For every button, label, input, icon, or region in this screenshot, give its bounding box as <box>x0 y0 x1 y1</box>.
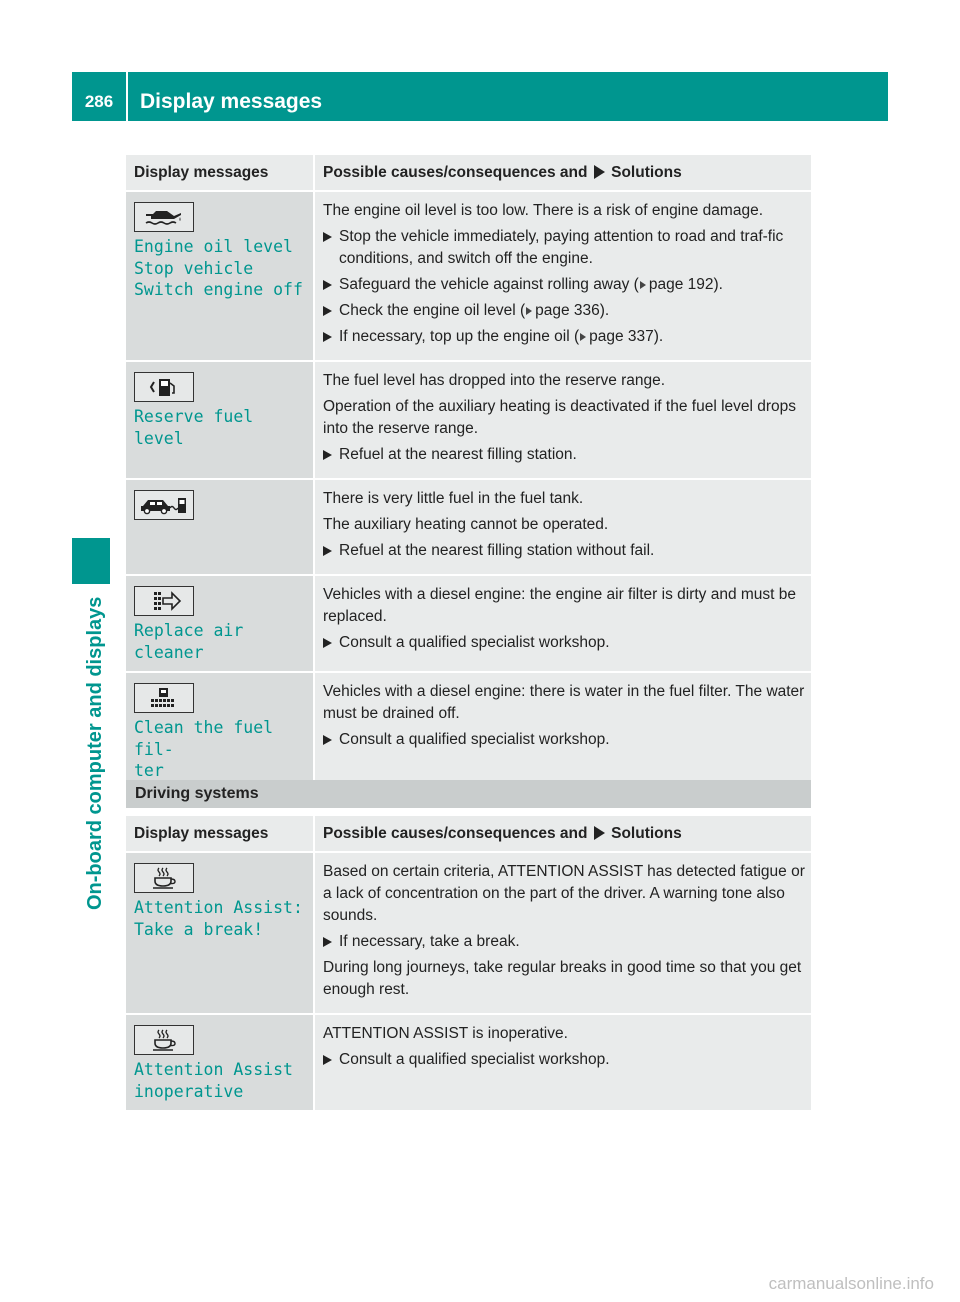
display-message-cell <box>126 575 314 672</box>
solution-step: If necessary, top up the engine oil ( page 337). <box>323 326 805 348</box>
table-row <box>126 361 811 479</box>
solution-step: Check the engine oil level ( page 336). <box>323 300 805 322</box>
column-header-prefix: Possible causes/consequences and <box>323 163 588 181</box>
sidebar-chapter-label: On-board computer and displays <box>84 596 106 910</box>
solution-cell <box>314 1014 811 1111</box>
page-reference-icon <box>640 281 646 289</box>
solution-step: Consult a qualified specialist workshop. <box>323 632 805 654</box>
solution-cell <box>314 672 811 791</box>
cause-text: The engine oil level is too low. There is a risk of engine damage. <box>323 202 763 219</box>
water-in-fuel-filter-icon <box>134 683 194 713</box>
column-header-display: Display messages <box>126 816 314 852</box>
step-arrow-icon <box>323 546 332 556</box>
column-header-solutions <box>314 816 811 852</box>
column-header-suffix: Solutions <box>611 163 682 181</box>
display-message-cell <box>126 852 314 1014</box>
solution-step: Consult a qualified specialist workshop. <box>323 1049 805 1071</box>
cause-text: ATTENTION ASSIST is inoperative. <box>323 1025 568 1042</box>
step-arrow-icon <box>323 937 332 947</box>
cause-text: During long journeys, take regular breaks in good time so that you get enough rest. <box>323 959 802 998</box>
display-message-text: Clean the fuel fil- ter <box>134 718 274 780</box>
table-row <box>126 479 811 575</box>
table-row <box>126 1014 811 1111</box>
display-message-text: Engine oil level Stop vehicle Switch engine off <box>134 237 303 299</box>
display-message-text: Attention Assist: Take a break! <box>134 898 303 939</box>
column-header-display: Display messages <box>126 155 314 191</box>
reserve-fuel-icon <box>134 372 194 402</box>
driving-systems-table <box>126 816 811 1112</box>
display-message-cell <box>126 672 314 791</box>
table-row <box>126 672 811 791</box>
display-message-text: Replace air cleaner <box>134 621 254 662</box>
step-arrow-icon <box>323 1055 332 1065</box>
cause-text: The fuel level has dropped into the reserve range. <box>323 372 666 389</box>
cause-text: Operation of the auxiliary heating is deactivated if the fuel level drops into the reserve range. <box>323 398 797 437</box>
display-message-text: Reserve fuel level <box>134 407 264 448</box>
step-arrow-icon <box>323 450 332 460</box>
solution-cell <box>314 852 811 1014</box>
step-arrow-icon <box>323 280 332 290</box>
step-arrow-icon <box>323 232 332 242</box>
page-reference-link[interactable]: page 192). <box>648 276 723 293</box>
solution-cell <box>314 191 811 361</box>
display-message-text: Attention Assist inoperative <box>134 1060 293 1101</box>
page-reference-icon <box>580 333 586 341</box>
page-title: Display messages <box>140 90 323 113</box>
page-reference-link[interactable]: page 337). <box>589 328 664 345</box>
step-arrow-icon <box>323 735 332 745</box>
display-message-cell <box>126 361 314 479</box>
cause-text: Based on certain criteria, ATTENTION ASSIST has detected fatigue or a lack of concentration on the part of the driver. A warning tone also sounds. <box>323 863 805 924</box>
table-row <box>126 191 811 361</box>
solution-step: Safeguard the vehicle against rolling away ( page 192). <box>323 274 805 296</box>
engine-oil-icon <box>134 202 194 232</box>
section-heading: Driving systems <box>135 785 259 802</box>
coffee-cup-icon <box>134 863 194 893</box>
solution-step: Refuel at the nearest filling station without fail. <box>323 540 805 562</box>
arrow-icon <box>594 826 605 840</box>
solution-step: Consult a qualified specialist workshop. <box>323 729 805 751</box>
cause-text: Vehicles with a diesel engine: the engine air filter is dirty and must be replaced. <box>323 586 797 625</box>
table-row <box>126 575 811 672</box>
display-message-cell <box>126 191 314 361</box>
solution-step: Stop the vehicle immediately, paying attention to road and traf-fic conditions, and switch off the engine. <box>323 226 805 270</box>
step-arrow-icon <box>323 332 332 342</box>
table-header-row <box>126 816 811 852</box>
column-header-solutions <box>314 155 811 191</box>
watermark: carmanualsonline.info <box>768 1274 934 1293</box>
display-message-cell <box>126 479 314 575</box>
column-header-suffix: Solutions <box>611 824 682 842</box>
coffee-cup-icon <box>134 1025 194 1055</box>
cause-text: There is very little fuel in the fuel tank. <box>323 490 584 507</box>
table-header-row <box>126 155 811 191</box>
cause-text: The auxiliary heating cannot be operated. <box>323 516 609 533</box>
air-filter-icon <box>134 586 194 616</box>
solution-cell <box>314 361 811 479</box>
sidebar-marker <box>72 538 110 584</box>
solution-step: If necessary, take a break. <box>323 931 805 953</box>
step-arrow-icon <box>323 638 332 648</box>
page-number: 286 <box>84 92 114 111</box>
solution-cell <box>314 575 811 672</box>
solution-step: Refuel at the nearest filling station. <box>323 444 805 466</box>
solution-cell <box>314 479 811 575</box>
display-messages-table <box>126 155 811 792</box>
car-fuel-pump-icon <box>134 490 194 520</box>
display-message-cell <box>126 1014 314 1111</box>
column-header-prefix: Possible causes/consequences and <box>323 824 588 842</box>
page-reference-link[interactable]: page 336). <box>535 302 610 319</box>
table-row <box>126 852 811 1014</box>
step-arrow-icon <box>323 306 332 316</box>
cause-text: Vehicles with a diesel engine: there is water in the fuel filter. The water must be drained off. <box>323 683 805 722</box>
page-reference-icon <box>526 307 532 315</box>
header-separator <box>126 72 128 121</box>
arrow-icon <box>594 165 605 179</box>
